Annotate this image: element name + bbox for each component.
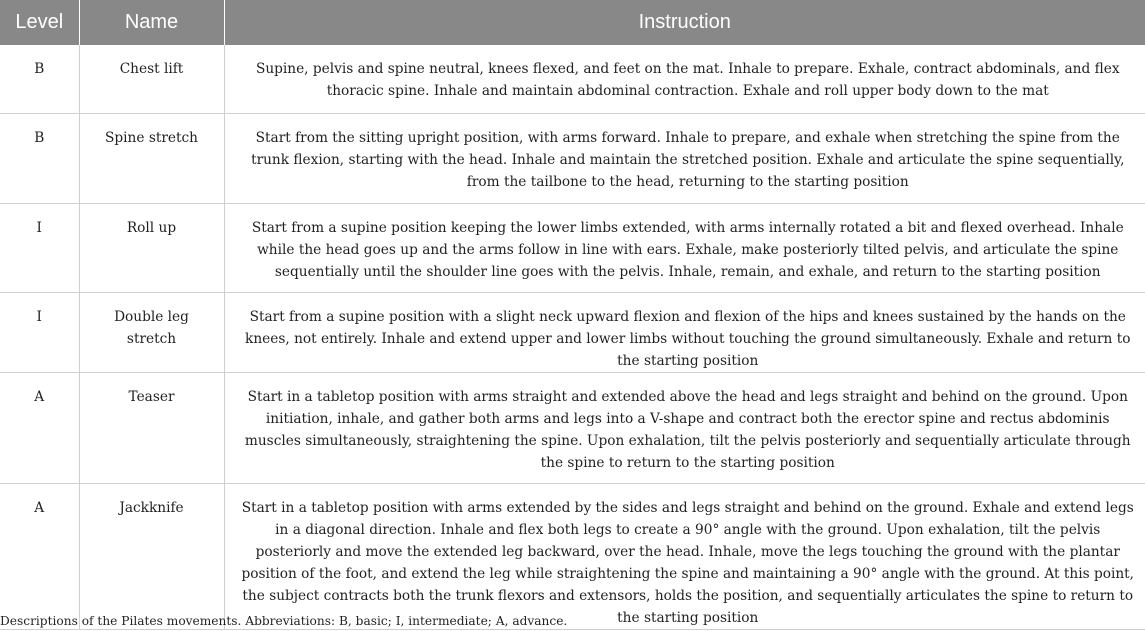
header-name: Name [79, 0, 224, 45]
cell-level: B [0, 45, 79, 113]
table-row [0, 113, 1145, 203]
table-header [0, 0, 1145, 45]
table-row [0, 483, 1145, 629]
table-row [0, 372, 1145, 483]
table-caption: Descriptions of the Pilates movements. Abbreviations: B, basic; I, intermediate; A, advance. [0, 614, 568, 628]
cell-level: A [0, 483, 79, 629]
cell-level: I [0, 292, 79, 372]
table-row [0, 203, 1145, 292]
cell-instruction: Start from the sitting upright position, with arms forward. Inhale to prepare, and exhale when stretching the spine from the trunk flexion, starting with the head. Inhale and maintain the stretched position. Exhale and articulate the spine sequentially, from the tailbone to the head, returning to the starting position [224, 113, 1145, 203]
table-row [0, 45, 1145, 113]
cell-level: I [0, 203, 79, 292]
cell-name: Spine stretch [79, 113, 224, 203]
cell-level: B [0, 113, 79, 203]
cell-name: Jackknife [79, 483, 224, 629]
cell-name: Chest lift [79, 45, 224, 113]
cell-name: Double leg stretch [79, 292, 224, 372]
cell-instruction: Start from a supine position with a slight neck upward flexion and flexion of the hips and knees sustained by the hands on the knees, not entirely. Inhale and extend upper and lower limbs without touching the ground simultaneously. Exhale and return to the starting position [224, 292, 1145, 372]
cell-instruction: Start from a supine position keeping the lower limbs extended, with arms internally rotated a bit and flexed overhead. Inhale while the head goes up and the arms follow in line with ears. Exhale, make posteriorly tilted pelvis, and articulate the spine sequentially until the shoulder line goes with the pelvis. Inhale, remain, and exhale, and return to the starting position [224, 203, 1145, 292]
cell-name: Teaser [79, 372, 224, 483]
cell-instruction: Start in a tabletop position with arms extended by the sides and legs straight and behind on the ground. Exhale and extend legs in a diagonal direction. Inhale and flex both legs to create a 90° angle with the ground. Upon exhalation, tilt the pelvis posteriorly and move the extended leg backward, over the head. Inhale, move the legs touching the ground with the plantar position of the foot, and extend the leg while straightening the spine and maintaining a 90° angle with the ground. At this point, the subject contracts both the trunk flexors and extensors, holds the position, and sequentially articulates the spine to return to the starting position [224, 483, 1145, 629]
header-level: Level [0, 0, 79, 45]
cell-level: A [0, 372, 79, 483]
table-body [0, 45, 1145, 629]
cell-instruction: Start in a tabletop position with arms straight and extended above the head and legs straight and behind on the ground. Upon initiation, inhale, and gather both arms and legs into a V-shape and contract both the erector spine and rectus abdominis muscles simultaneously, straightening the spine. Upon exhalation, tilt the pelvis posteriorly and sequentially articulate through the spine to return to the starting position [224, 372, 1145, 483]
cell-instruction: Supine, pelvis and spine neutral, knees flexed, and feet on the mat. Inhale to prepare. Exhale, contract abdominals, and flex thoracic spine. Inhale and maintain abdominal contraction. Exhale and roll upper body down to the mat [224, 45, 1145, 113]
cell-name: Roll up [79, 203, 224, 292]
header-row [0, 0, 1145, 45]
table-row [0, 292, 1145, 372]
header-instruction: Instruction [224, 0, 1145, 45]
